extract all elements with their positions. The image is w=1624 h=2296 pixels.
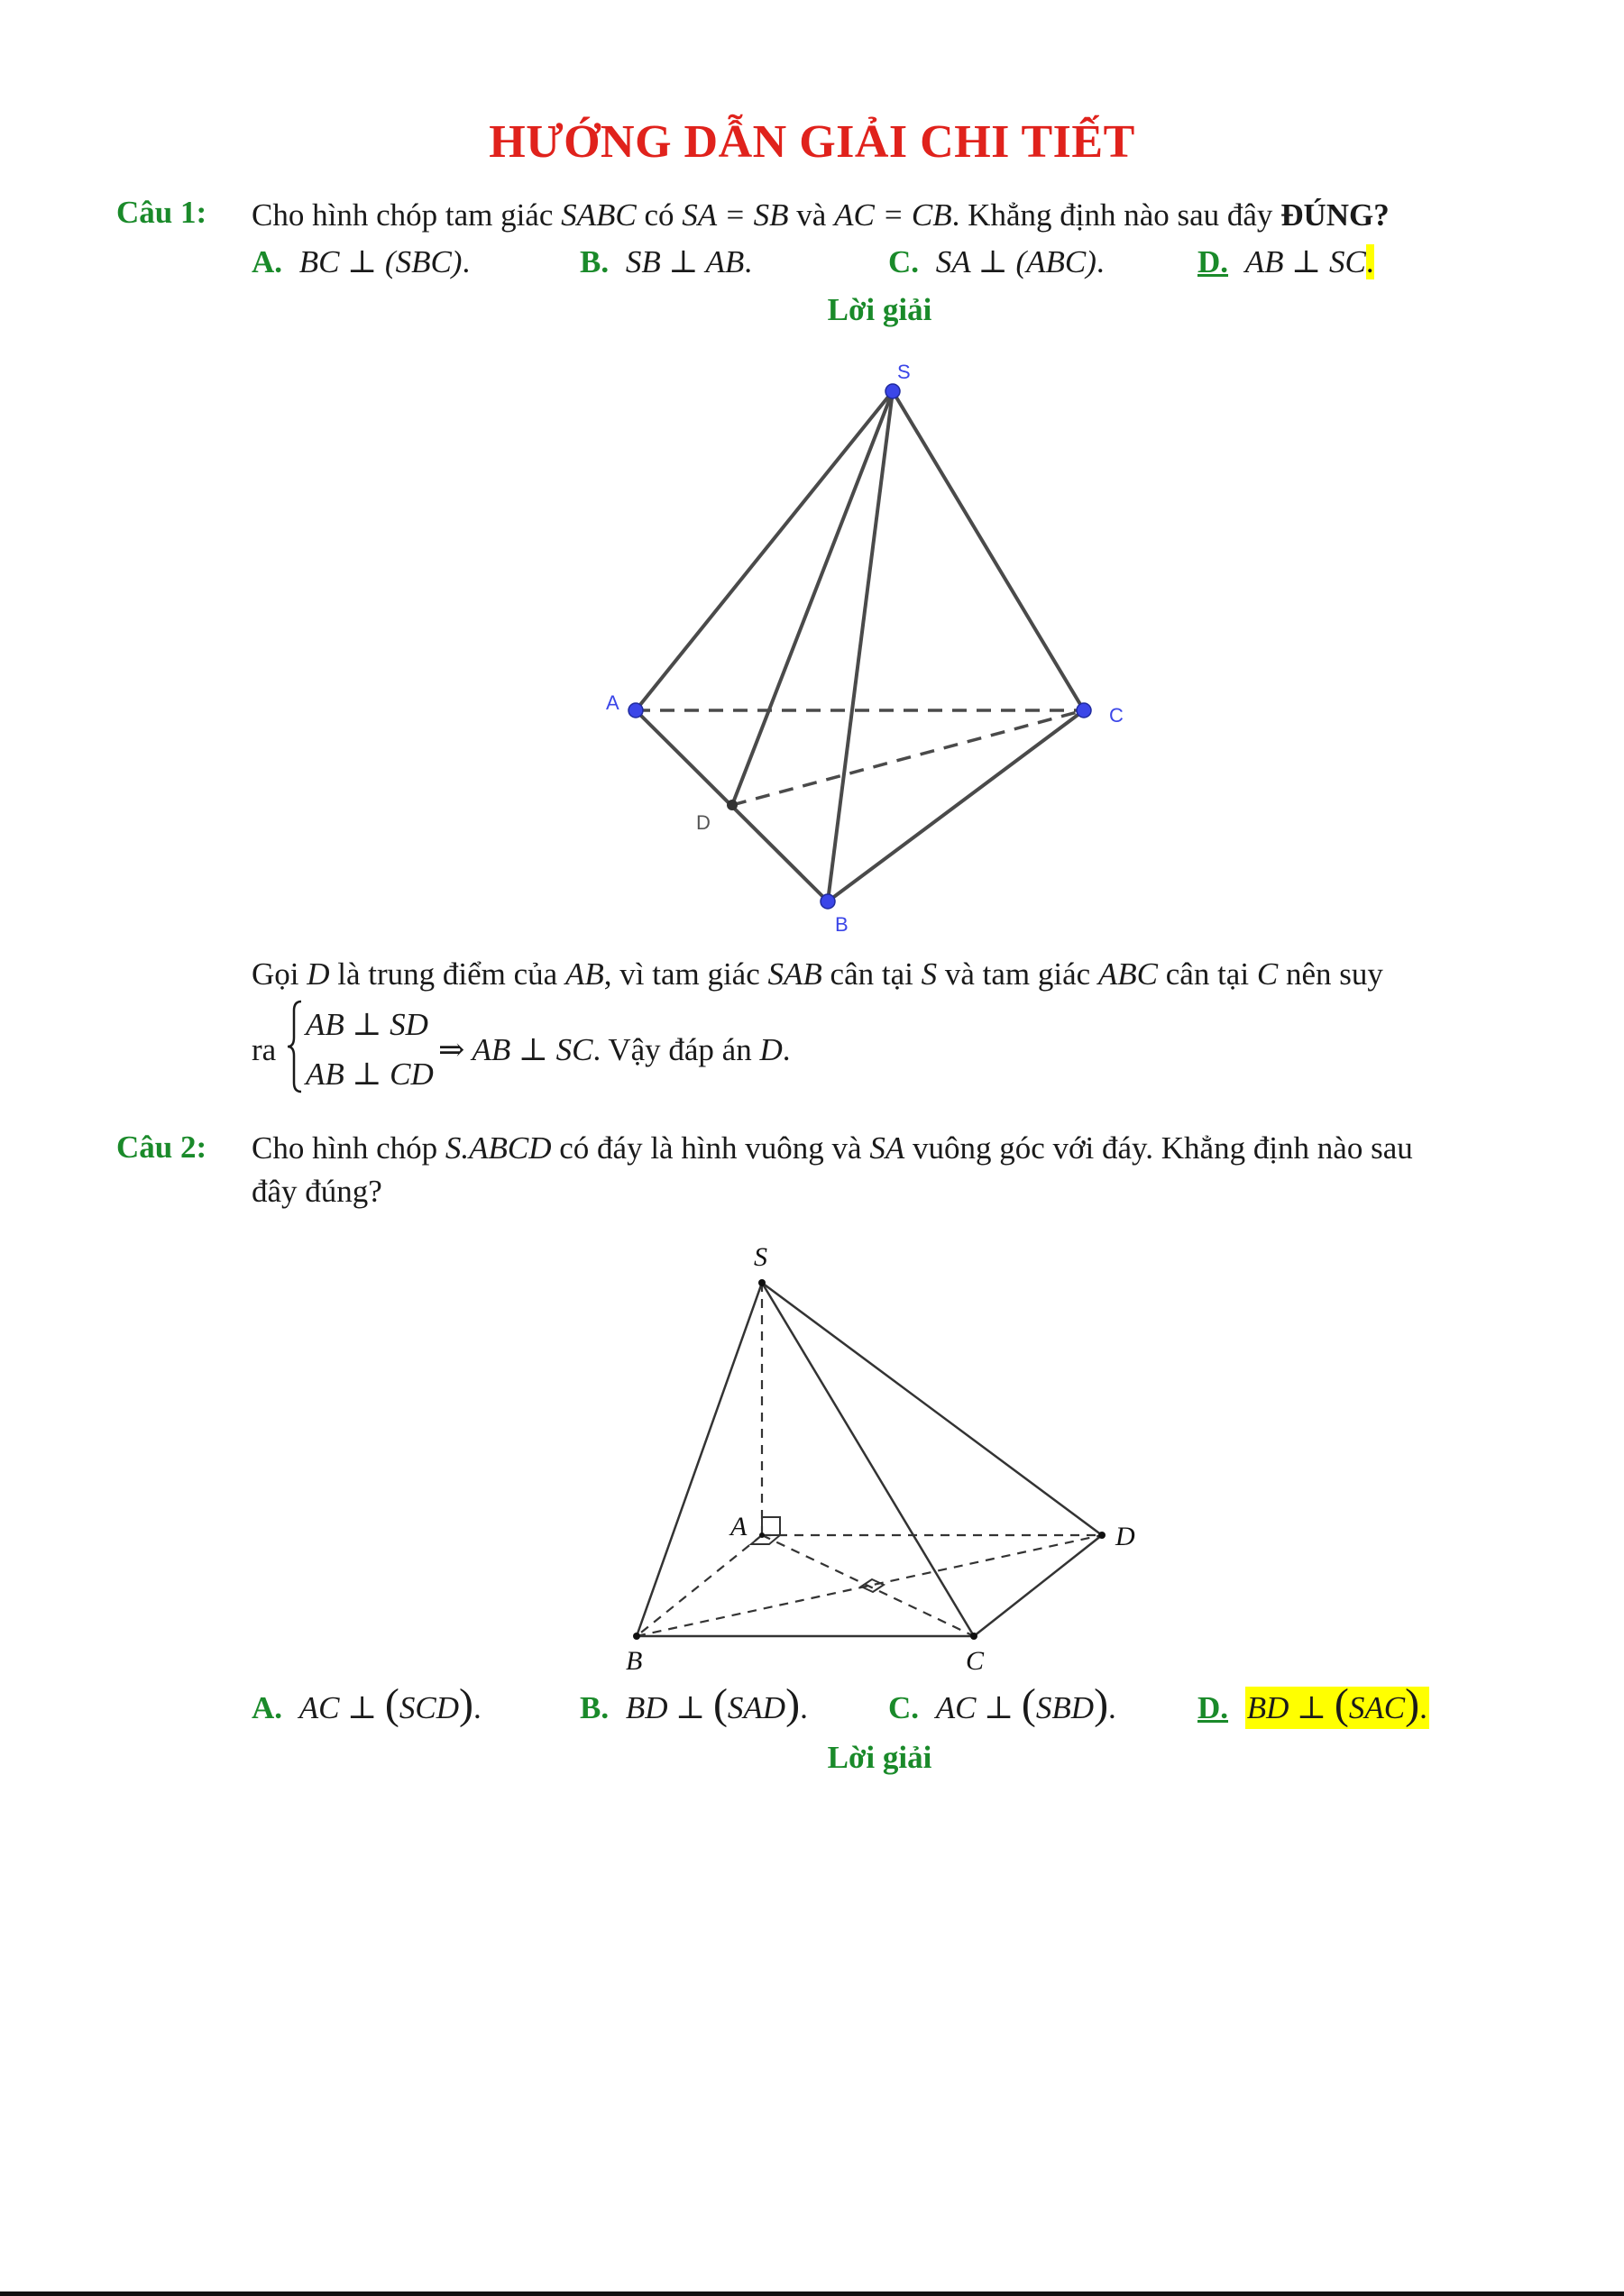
q1-stem-math-3: AC = CB [834, 197, 952, 233]
q2-option-b-end: . [800, 1690, 808, 1725]
q1-stem-text-4: . Khẳng định nào sau đây [951, 197, 1281, 233]
q2-option-a-pre: AC ⊥ [298, 1690, 385, 1725]
q2-option-d-label: D. [1197, 1690, 1229, 1725]
q1-option-a-label: A. [252, 244, 283, 279]
q1-exp-math-2: AB [564, 956, 604, 992]
q1-option-a-end: . [462, 244, 471, 279]
right-angle-mark-sa [762, 1517, 780, 1535]
q1-exp-text-2: là trung điểm của [329, 956, 565, 992]
label-b: B [626, 1646, 643, 1676]
q1-option-c-label: C. [888, 244, 920, 279]
q1-option-b-label: B. [580, 244, 610, 279]
q2-option-b-pre: BD ⊥ [625, 1690, 713, 1725]
q1-stem-math-1: SABC [561, 197, 637, 233]
q2-stem-text-3: vuông góc với đáy. Khẳng định nào sau [904, 1130, 1413, 1166]
q1-option-d-end: . [1365, 244, 1374, 279]
q2-option-a-end: . [473, 1690, 482, 1725]
q1-exp-implies: ⇒ AB ⊥ SC [438, 1032, 593, 1067]
q2-stem-math-1: S.ABCD [445, 1130, 552, 1166]
point-s [758, 1279, 766, 1286]
page-title: HƯỚNG DẪN GIẢI CHI TIẾT [489, 116, 1135, 168]
q1-option-c-end: . [1096, 244, 1105, 279]
q1-exp-math-1: D [307, 956, 330, 992]
q1-option-b-end: . [744, 244, 753, 279]
q1-exp-text-6: cân tại [1158, 956, 1257, 992]
q2-option-c-label: C. [888, 1690, 920, 1725]
q2-option-d[interactable] [1197, 1682, 1429, 1731]
label-c: C [966, 1646, 985, 1676]
label-b: B [835, 913, 849, 936]
q2-solution-heading: Lời giải [827, 1740, 932, 1775]
q1-option-d-text: AB ⊥ SC [1244, 244, 1366, 279]
page-bottom-border [0, 2291, 1624, 2296]
q1-exp-text-7: nên suy [1278, 956, 1383, 992]
q1-exp-math-3: SAB [767, 956, 822, 992]
q2-option-d-highlight: BD ⊥ (SAC). [1246, 1680, 1427, 1728]
label-a: A [606, 691, 619, 714]
question-2-label: Câu 2: [116, 1130, 207, 1165]
q1-stem-text-1: Cho hình chóp tam giác [252, 197, 562, 233]
q1-exp-text-3: , vì tam giác [603, 956, 768, 992]
edge-cd [974, 1535, 1102, 1636]
q1-option-b-text: SB ⊥ AB [625, 244, 745, 279]
q2-option-d-end: . [1419, 1690, 1427, 1725]
question-2-stem-line-2: đây đúng? [252, 1174, 382, 1209]
q1-exp-text-9: . [782, 1032, 791, 1067]
label-s: S [897, 361, 911, 383]
q1-option-c-text: SA ⊥ (ABC) [935, 244, 1096, 279]
diag-ac-hidden [762, 1535, 974, 1636]
q2-option-c-set: SBD [1035, 1690, 1095, 1725]
q1-option-a-text: BC ⊥ (SBC) [298, 244, 463, 279]
q2-option-a[interactable]: A. AC ⊥ (SCD). [252, 1680, 482, 1728]
q1-system-eq-1: AB ⊥ SD [306, 1007, 428, 1042]
q1-exp-text-8: . Vậy đáp án [592, 1032, 760, 1067]
point-b [633, 1633, 640, 1640]
point-c [970, 1633, 977, 1640]
q2-option-a-set: SCD [399, 1690, 460, 1725]
right-angle-mark-diagonals [861, 1579, 884, 1592]
q1-exp-ra: ra [252, 1032, 277, 1067]
q1-stem-bold: ĐÚNG? [1280, 197, 1390, 233]
label-s: S [754, 1242, 767, 1272]
label-d: D [1115, 1522, 1135, 1551]
q1-stem-text-2: có [636, 197, 683, 233]
q2-stem-math-2: SA [869, 1130, 905, 1166]
q1-system-eq-2: AB ⊥ CD [306, 1057, 434, 1092]
q2-option-a-label: A. [252, 1690, 283, 1725]
question-1-label: Câu 1: [116, 195, 207, 230]
q2-option-c-end: . [1108, 1690, 1116, 1725]
q2-option-d-set: SAC [1348, 1690, 1406, 1725]
label-d: D [696, 811, 711, 834]
q1-exp-text-1: Gọi [252, 956, 307, 992]
point-d [1098, 1532, 1106, 1539]
edge-sd [762, 1283, 1102, 1535]
q1-stem-text-3: và [788, 197, 835, 233]
q1-solution-heading: Lời giải [827, 292, 932, 327]
q2-option-b-label: B. [580, 1690, 610, 1725]
q1-exp-math-4: S [921, 956, 938, 992]
edge-sb [637, 1283, 762, 1636]
q1-option-d-label: D. [1197, 244, 1229, 279]
q1-exp-text-4: cân tại [821, 956, 922, 992]
point-a [759, 1532, 765, 1538]
q1-stem-math-2: SA = SB [682, 197, 789, 233]
q1-exp-text-5: và tam giác [937, 956, 1098, 992]
q1-exp-math-8: D [759, 1032, 783, 1067]
q2-stem-text-2: có đáy là hình vuông và [551, 1130, 870, 1166]
q2-option-b[interactable]: B. BD ⊥ (SAD). [580, 1680, 808, 1728]
q1-exp-math-5: ABC [1097, 956, 1159, 992]
q2-option-c-pre: AC ⊥ [935, 1690, 1022, 1725]
q2-stem-text-1: Cho hình chóp [252, 1130, 445, 1166]
label-a: A [730, 1512, 748, 1541]
q2-option-b-set: SAD [727, 1690, 786, 1725]
label-c: C [1109, 704, 1124, 727]
q1-exp-math-6: C [1256, 956, 1279, 992]
q2-option-c[interactable]: C. AC ⊥ (SBD). [888, 1680, 1116, 1728]
q2-option-d-pre: BD ⊥ [1246, 1690, 1335, 1725]
